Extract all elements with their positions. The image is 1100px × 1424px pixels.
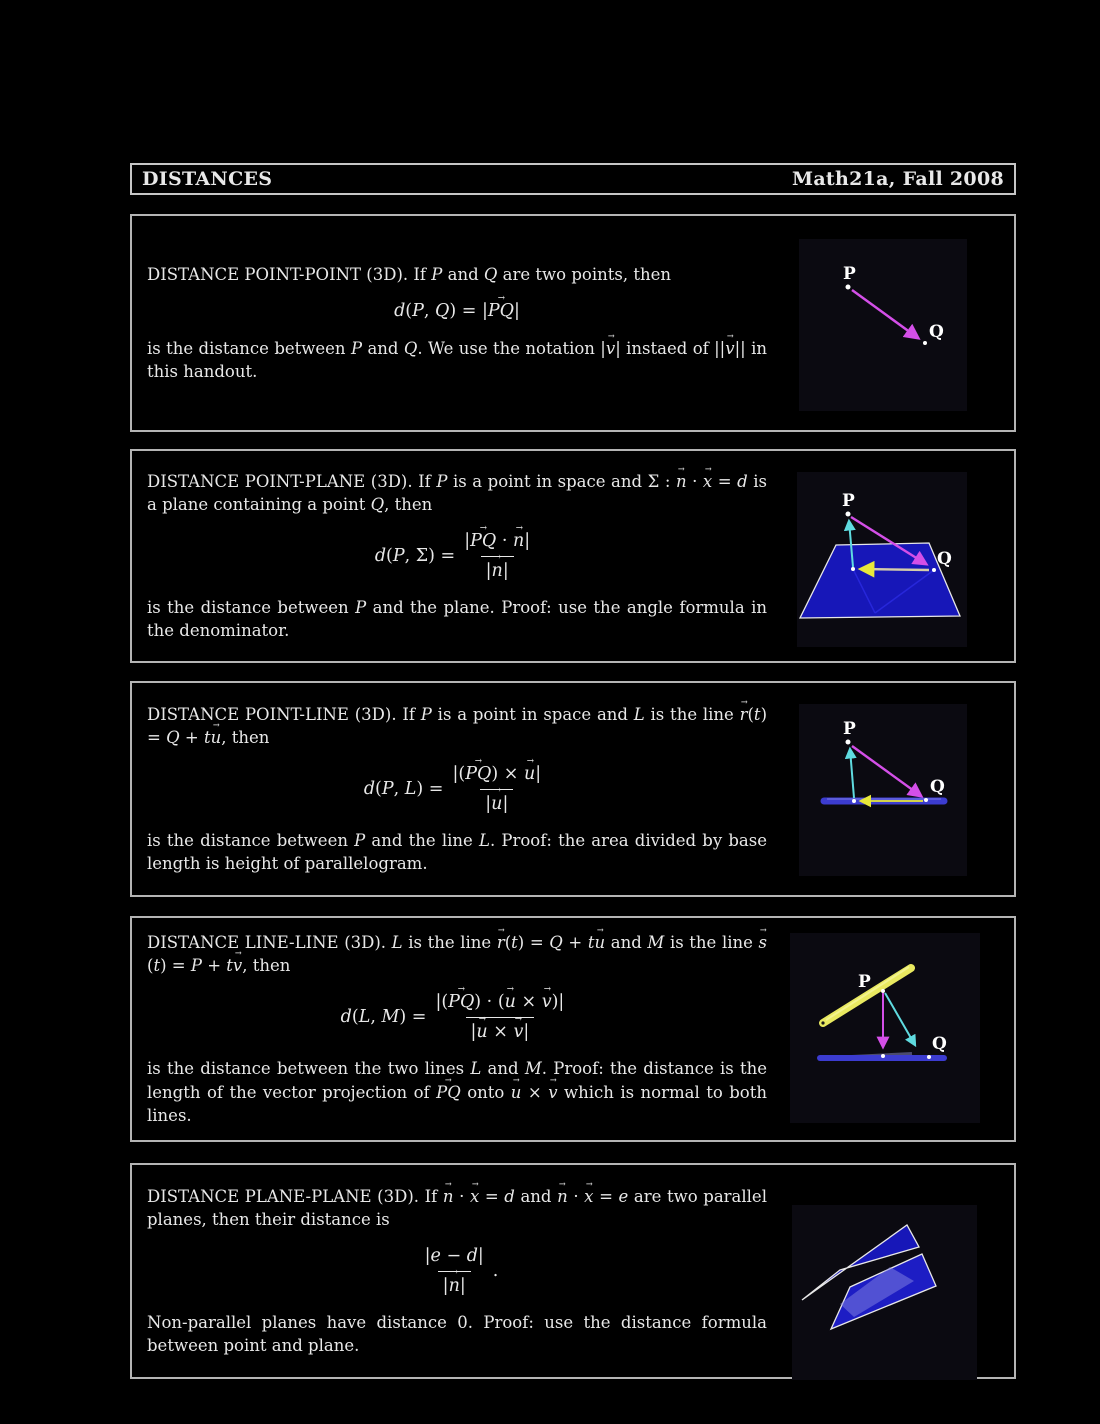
section-text: [147, 918, 767, 1140]
point-q: [932, 568, 936, 572]
section-text: [147, 683, 767, 895]
label-q: Q: [930, 777, 945, 797]
section-body: Non-parallel planes have distance 0. Proof: use the distance formula between point and plane.: [147, 1313, 767, 1356]
section-intro: DISTANCE POINT-POINT (3D). If P and Q are two points, then: [147, 265, 671, 285]
foot-point: [851, 567, 855, 571]
projection-segment: [861, 569, 929, 570]
point-p: [846, 740, 851, 745]
point-p: [881, 989, 885, 993]
section-point-plane: [130, 449, 1016, 663]
formula-point-line: d(P, L) = $\frac{|(PQ \to) \times u \to|}{|u \to|}$: [147, 762, 767, 816]
diagram-point-point: [799, 239, 967, 411]
header-bar: [130, 163, 1016, 195]
section-text: [147, 216, 767, 430]
formula-point-plane: d(P, Σ) = $\frac{|PQ \to \cdot n \to|}{|n \to|}$: [147, 529, 767, 583]
section-body: is the distance between P and the line L. Proof: the area divided by base length is height of parallelogram.: [147, 831, 767, 874]
diagram-point-plane: [797, 472, 967, 647]
section-intro: DISTANCE LINE-LINE (3D). L is the line r →(t) = Q + tu → and M is the line s →(t) = P + tv →, then: [147, 931, 767, 977]
foot-point: [852, 799, 856, 803]
course-label: Math21a, Fall 2008: [791, 168, 1004, 190]
diagram-plane-plane: [792, 1205, 977, 1380]
point-q: [927, 1055, 931, 1059]
section-body: is the distance between P and the plane. Proof: use the angle formula in the denominator.: [147, 598, 767, 641]
section-point-line: [130, 681, 1016, 897]
point-q: [923, 341, 927, 345]
section-intro: DISTANCE POINT-LINE (3D). If P is a point in space and L is the line r →(t) = Q + tu →, then: [147, 703, 767, 749]
point-q: [924, 798, 928, 802]
foot-point: [881, 1054, 885, 1058]
section-text: [147, 451, 767, 661]
rod-end-dot: [821, 1021, 824, 1024]
section-line-line: [130, 916, 1016, 1142]
section-intro: DISTANCE PLANE-PLANE (3D). If n → · x → = d and n → · x → = e are two parallel planes, then their distance is: [147, 1185, 767, 1231]
section-body: is the distance between the two lines L and M. Proof: the distance is the length of the vector projection of PQ → onto u → × v → which is normal to both lines.: [147, 1057, 767, 1126]
section-body: is the distance between P and Q. We use the notation |v →| instaed of ||v →|| in this handout.: [147, 337, 767, 383]
section-plane-plane: [130, 1163, 1016, 1379]
section-text: [147, 1165, 767, 1377]
point-p: [846, 285, 851, 290]
page-title: DISTANCES: [142, 168, 273, 190]
point-p: [846, 512, 851, 517]
label-q: Q: [937, 549, 952, 569]
section-point-point: [130, 214, 1016, 432]
formula-line-line: d(L, M) = $\frac{|(PQ \to) \cdot (u \to \times v \to)|}{|u \to \times v \to|}$: [147, 990, 767, 1044]
label-p: P: [843, 719, 856, 739]
diagram-point-line: [799, 704, 967, 876]
section-intro: DISTANCE POINT-PLANE (3D). If P is a point in space and Σ : n → · x → = d is a plane containing a point Q, then: [147, 470, 767, 516]
label-q: Q: [932, 1034, 947, 1054]
label-q: Q: [929, 322, 944, 342]
formula-point-point: d(P, Q) = |PQ →|: [147, 299, 767, 324]
label-p: P: [858, 972, 871, 992]
diagram-line-line: [790, 933, 980, 1123]
formula-plane-plane: $\frac{|e - d|}{|n \to|}$ .: [147, 1244, 767, 1298]
diagram-background: [790, 933, 980, 1123]
label-p: P: [842, 491, 855, 511]
label-p: P: [843, 264, 856, 284]
